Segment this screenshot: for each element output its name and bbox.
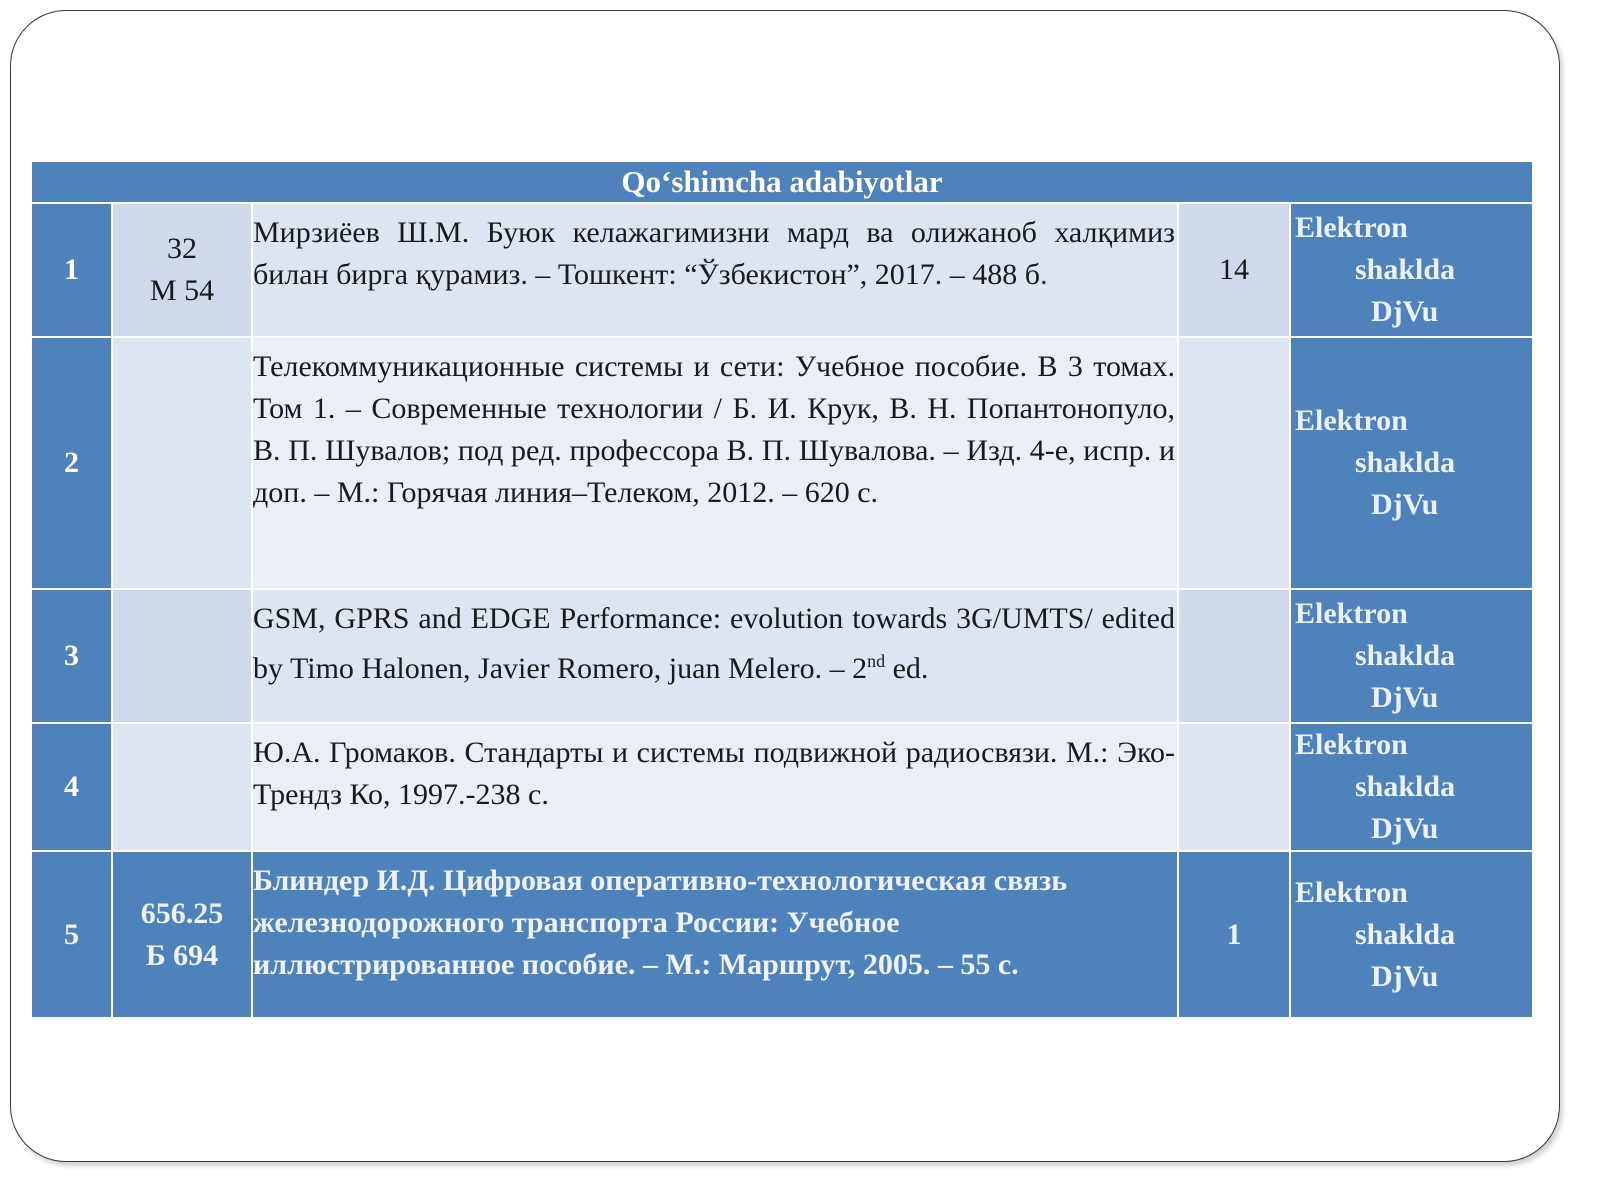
row-number: 4	[32, 723, 112, 851]
format-line: Elektron	[1295, 597, 1408, 630]
edition-superscript: nd	[867, 651, 886, 671]
table-header: Qo‘shimcha adabiyotlar	[32, 162, 1532, 203]
row-number: 1	[32, 203, 112, 337]
format-line: shaklda	[1355, 446, 1456, 479]
book-description	[252, 851, 1178, 1017]
copies-count	[1178, 723, 1290, 851]
table-row	[32, 851, 1532, 1017]
format-line: DjVu	[1371, 681, 1439, 714]
table-header-row	[32, 162, 1532, 203]
book-description: Ю.А. Громаков. Стандарты и системы подвижной радиосвязи. М.: Эко-Трендз Ко, 1997.-238 с.	[252, 723, 1178, 851]
book-description-line: иллюстрированное пособие. – М.: Маршрут, 2005. – 55 с.	[253, 948, 1019, 981]
book-description-line: Блиндер И.Д. Цифровая оперативно-технологическая связь	[253, 864, 1068, 897]
book-description: Мирзиёев Ш.М. Буюк келажагимизни мард ва олижаноб халқимиз билан бирга қурамиз. – Тошкент: “Ўзбекистон”, 2017. – 488 б.	[252, 203, 1178, 337]
copies-count	[1178, 337, 1290, 589]
format-line: Elektron	[1295, 728, 1408, 761]
format-cell	[1290, 723, 1532, 851]
row-number: 2	[32, 337, 112, 589]
format-line: shaklda	[1355, 917, 1456, 951]
catalog-code	[112, 337, 252, 589]
catalog-code-line: 32	[167, 232, 197, 265]
literature-table	[32, 162, 1532, 1017]
copies-count	[1178, 589, 1290, 723]
table-row	[32, 203, 1532, 337]
format-line: shaklda	[1355, 770, 1456, 803]
copies-count: 14	[1178, 203, 1290, 337]
book-description	[252, 589, 1178, 723]
format-line: DjVu	[1371, 812, 1439, 845]
format-line: DjVu	[1371, 295, 1439, 328]
catalog-code-line: Б 694	[145, 938, 219, 972]
row-number: 3	[32, 589, 112, 723]
table-row	[32, 723, 1532, 851]
table-row	[32, 337, 1532, 589]
catalog-code	[112, 723, 252, 851]
format-line: DjVu	[1371, 488, 1439, 521]
format-line: DjVu	[1371, 959, 1439, 993]
catalog-code	[112, 203, 252, 337]
table-row	[32, 589, 1532, 723]
row-number: 5	[32, 851, 112, 1017]
format-line: Elektron	[1295, 211, 1408, 244]
format-line: Elektron	[1295, 875, 1408, 909]
catalog-code	[112, 851, 252, 1017]
format-cell	[1290, 337, 1532, 589]
format-cell	[1290, 589, 1532, 723]
format-cell	[1290, 203, 1532, 337]
copies-count: 1	[1178, 851, 1290, 1017]
book-description-end: ed.	[885, 652, 929, 685]
catalog-code-line: М 54	[149, 274, 215, 307]
catalog-code	[112, 589, 252, 723]
book-description-text: GSM, GPRS and EDGE Performance: evolution towards 3G/UMTS/ edited by Timo Halonen, Javier Romero, juan Melero. – 2	[253, 602, 1175, 685]
catalog-code-line: 656.25	[140, 896, 224, 930]
format-line: shaklda	[1355, 253, 1456, 286]
book-description: Телекоммуникационные системы и сети: Учебное пособие. В 3 томах. Том 1. – Современные технологии / Б. И. Крук, В. Н. Попантонопуло, В. П. Шувалов; под ред. профессора В. П. Шувалова. – Изд. 4-е, испр. и доп. – М.: Горячая линия–Телеком, 2012. – 620 с.	[252, 337, 1178, 589]
format-cell	[1290, 851, 1532, 1017]
format-line: Elektron	[1295, 404, 1408, 437]
book-description-line: железнодорожного транспорта России: Учебное	[253, 906, 900, 939]
format-line: shaklda	[1355, 639, 1456, 672]
